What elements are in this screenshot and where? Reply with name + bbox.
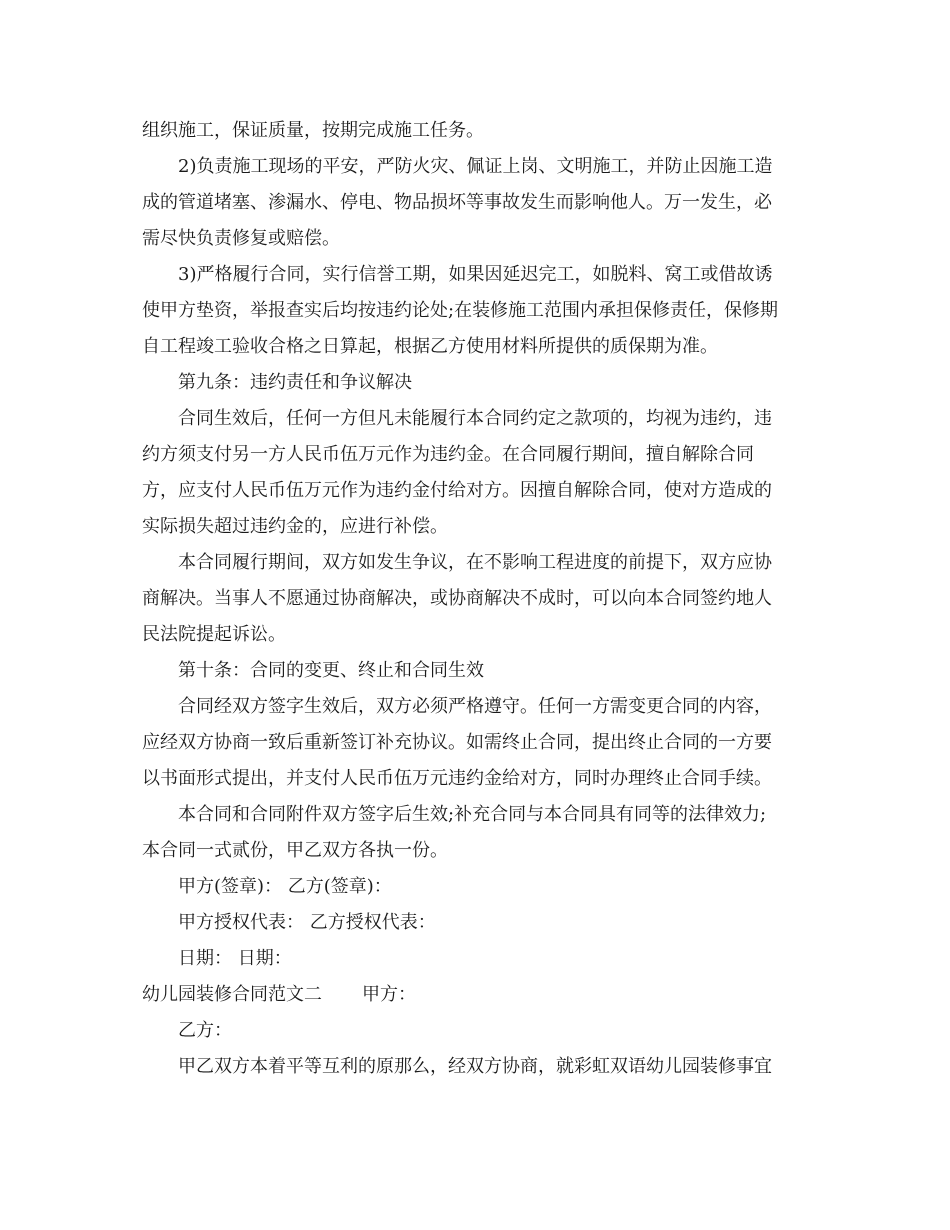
representative-line: 甲方授权代表： 乙方授权代表： — [178, 912, 436, 933]
party-b-label: 乙方： — [178, 1020, 232, 1041]
template-title-line — [142, 980, 416, 1010]
signature-line: 甲方(签章)： 乙方(签章)： — [178, 876, 392, 897]
text-line-17: 合同经双方签字生效后，双方必须严格遵守。任何一方需变更合同的内容， — [178, 696, 772, 717]
party-a-label: 甲方： — [362, 984, 416, 1005]
text-line-12: 实际损失超过违约金的，应进行补偿。 — [142, 516, 448, 537]
date-line: 日期： 日期： — [178, 948, 292, 969]
text-line-21: 本合同一式贰份，甲乙双方各执一份。 — [142, 840, 448, 861]
text-line-6: 使甲方垫资，举报查实后均按违约论处;在装修施工范围内承担保修责任，保修期 — [142, 300, 779, 321]
text-line-14: 商解决。当事人不愿通过协商解决，或协商解决不成时，可以向本合同签约地人 — [142, 588, 772, 609]
text-line-5: 3)严格履行合同，实行信誉工期，如果因延迟完工，如脱料、窝工或借故诱 — [178, 264, 773, 285]
text-line-11: 方，应支付人民币伍万元作为违约金付给对方。因擅自解除合同，使对方造成的 — [142, 480, 772, 501]
text-line-20: 本合同和合同附件双方签字后生效;补充合同与本合同具有同等的法律效力; — [178, 804, 767, 825]
text-line-1: 组织施工，保证质量，按期完成施工任务。 — [142, 120, 484, 141]
text-line-4: 需尽快负责修复或赔偿。 — [142, 228, 340, 249]
text-line-19: 以书面形式提出，并支付人民币伍万元违约金给对方，同时办理终止合同手续。 — [142, 768, 772, 789]
text-line-15: 民法院提起诉讼。 — [142, 624, 286, 645]
text-line-2: 2)负责施工现场的平安，严防火灾、佩证上岗、文明施工，并防止因施工造 — [178, 156, 773, 177]
text-line-3: 成的管道堵塞、渗漏水、停电、物品损坏等事故发生而影响他人。万一发生，必 — [142, 192, 772, 213]
text-line-18: 应经双方协商一致后重新签订补充协议。如需终止合同，提出终止合同的一方要 — [142, 732, 772, 753]
section-heading-9: 第九条：违约责任和争议解决 — [178, 372, 412, 393]
text-line-7: 自工程竣工验收合格之日算起，根据乙方使用材料所提供的质保期为准。 — [142, 336, 718, 357]
text-line-9: 合同生效后，任何一方但凡未能履行本合同约定之款项的，均视为违约，违 — [178, 408, 772, 429]
text-line-10: 约方须支付另一方人民币伍万元作为违约金。在合同履行期间，擅自解除合同 — [142, 444, 754, 465]
text-line-last: 甲乙双方本着平等互利的原那么，经双方协商，就彩虹双语幼儿园装修事宜 — [178, 1056, 772, 1077]
section-heading-10: 第十条：合同的变更、终止和合同生效 — [178, 660, 484, 681]
template-title: 幼儿园装修合同范文二 — [142, 984, 322, 1005]
text-line-13: 本合同履行期间，双方如发生争议，在不影响工程进度的前提下，双方应协 — [178, 552, 772, 573]
